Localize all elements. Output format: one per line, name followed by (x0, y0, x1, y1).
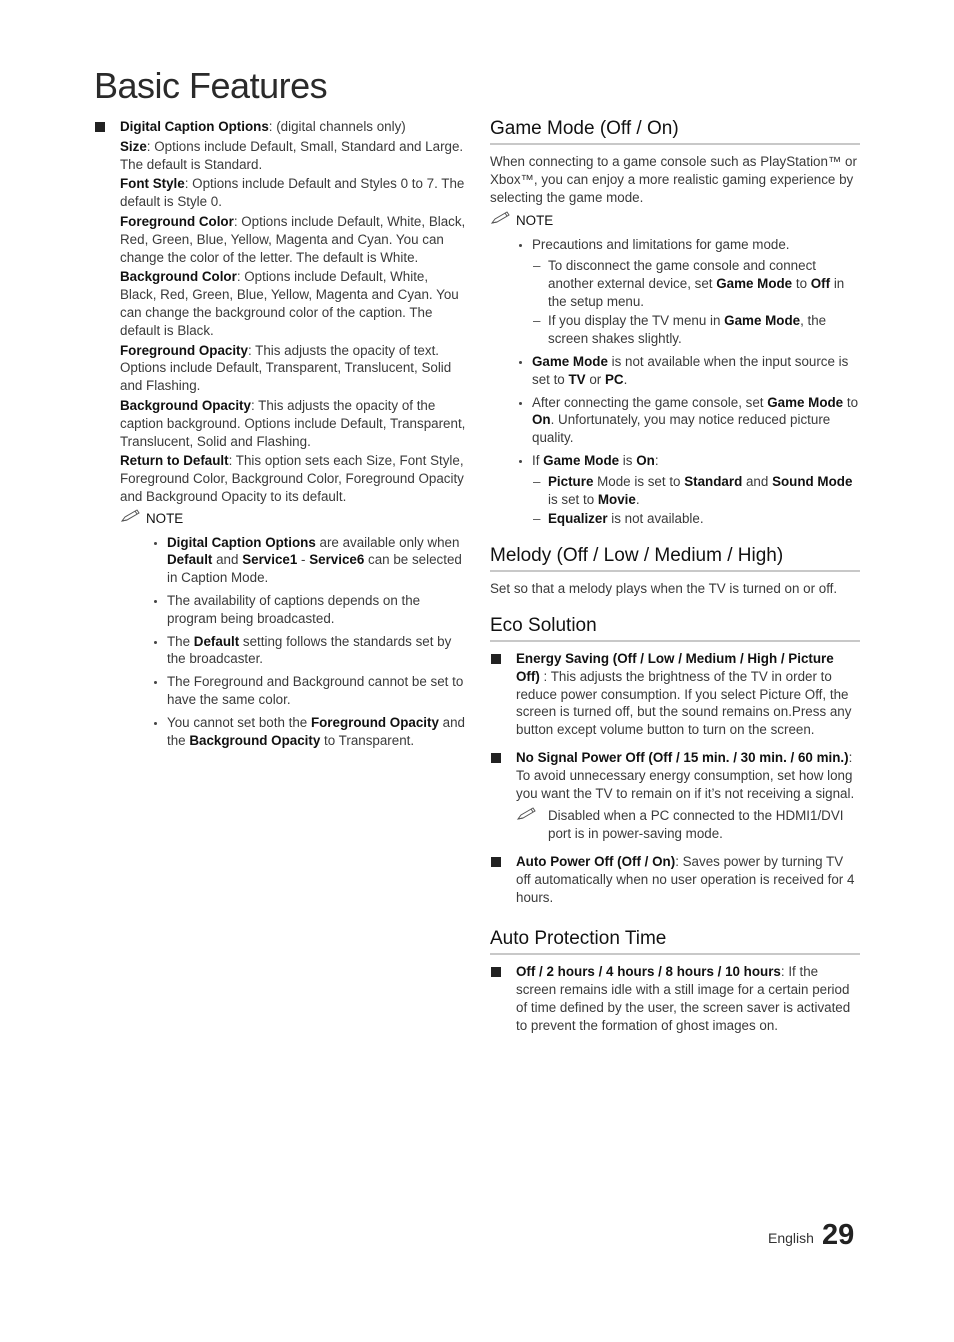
list-item: Game Mode is not available when the input source is set to TV or PC. (532, 353, 860, 389)
auto-protection-time-heading: Auto Protection Time (490, 928, 860, 955)
footer-language: English (768, 1230, 814, 1246)
font-style-option: Font Style: Options include Default and Styles 0 to 7. The default is Style 0. (120, 176, 465, 210)
energy-saving-item: Energy Saving (Off / Low / Medium / High / Picture Off) : This adjusts the brightness of the TV in order to reduce power consumption. If you select Picture Off, the screen is turned off, but the sound remains on.Press any button except volume button to turn on the screen. (490, 650, 860, 739)
pencil-icon (120, 508, 142, 526)
right-column (490, 118, 860, 1051)
caption-notes-list (120, 534, 466, 750)
size-option: Size: Options include Default, Small, Standard and Large. The default is Standard. (120, 138, 464, 172)
melody-heading: Melody (Off / Low / Medium / High) (490, 545, 860, 572)
page-number: 29 (822, 1219, 855, 1251)
auto-power-off-item: Auto Power Off (Off / On): Saves power by turning TV off automatically when no user operation is received for 4 hours. (490, 853, 860, 906)
list-item: The Default setting follows the standards set by the broadcaster. (167, 633, 466, 669)
left-column (94, 118, 466, 757)
list-item: You cannot set both the Foreground Opacity and the Background Opacity to Transparent. (167, 714, 465, 748)
list-item: – Picture Mode is set to Standard and Sound Mode is set to Movie. (548, 473, 860, 509)
list-item: The Foreground and Background cannot be set to have the same color. (167, 673, 466, 709)
game-mode-heading: Game Mode (Off / On) (490, 118, 860, 145)
background-opacity-option: Background Opacity: This adjusts the opacity of the caption background. Options include Default, Transparent, Translucent, Solid and Flashing. (120, 397, 466, 449)
game-mode-section (490, 118, 860, 528)
pencil-icon (490, 210, 512, 228)
no-signal-power-off-item: No Signal Power Off (Off / 15 min. / 30 min. / 60 min.): To avoid unnecessary energy consumption, set how long you want the TV to remain on if it’s not receiving a signal. Disabled when a PC connected to the HDMI1/DVI port is in power-saving mode. (490, 749, 860, 843)
dash-list (532, 257, 860, 348)
page-title: Basic Features (94, 65, 328, 106)
auto-protection-time-item: Off / 2 hours / 4 hours / 8 hours / 10 hours: If the screen remains idle with a still image for a certain period of time defined by the user, the screen saver is activated to prevent the formation of ghost images on. (490, 963, 860, 1034)
list-item: Digital Caption Options are available only when Default and Service1 - Service6 can be selected in Caption Mode. (167, 534, 466, 587)
eco-solution-section (490, 615, 860, 906)
auto-protection-time-section (490, 928, 860, 1034)
game-mode-notes-list (490, 236, 860, 528)
foreground-color-option: Foreground Color: Options include Default, White, Black, Red, Green, Blue, Yellow, Magenta and Cyan. You can change the color of the letter. The default is White. (120, 213, 466, 265)
hdmi-note: Disabled when a PC connected to the HDMI1/DVI port is in power-saving mode. (516, 807, 860, 843)
eco-solution-heading: Eco Solution (490, 615, 860, 642)
list-item: The availability of captions depends on the program being broadcasted. (167, 592, 466, 628)
pencil-icon (516, 806, 538, 824)
list-item: – Equalizer is not available. (548, 510, 860, 528)
foreground-opacity-option: Foreground Opacity: This adjusts the opacity of text. Options include Default, Transparent, Translucent, Solid and Flashing. (120, 342, 452, 394)
digital-caption-options-item: Digital Caption Options: (digital channels only) Size: Options include Default, Small, Standard and Large. The default is Standard. Font Style: Options include Default and Styles 0 to 7. The default is Style 0. Foreground Color: Options include Default, White, Black, Red, Green, Blue, Yellow, Magenta and Cyan. You can change the color of the letter. The default is White. Background Color: Options include Default, White, Black, Red, Green, Blue, Yellow, Magenta and Cyan. You can change the background color of the caption. The default is Black. Foreground Opacity: This adjusts the opacity of text. Options include Default, Transparent, Translucent, Solid and Flashing. Background Opacity: This adjusts the opacity of the caption background. Options include Default, Transparent, Translucent, Solid and Flashing. Return to Default: This option sets each Size, Font Style, Foreground Color, Background Color, Foreground Opacity and Background Opacity to its default. NOTE Digital Caption Options are available only when Default and Service1 - Service6 can be selected in Caption Mode. The availability of captions depends on the program being broadcasted. The Default setting follows the standards set by the broadcaster. The Foreground and Background cannot be set to have the same color. You cannot set both the Foreground Opacity and the Background Opacity to Transparent. (94, 118, 466, 749)
note-heading: NOTE (490, 212, 860, 230)
melody-section (490, 545, 860, 598)
list-item: If Game Mode is On: – Picture Mode is set to Standard and Sound Mode is set to Movie. – Equalizer is not available. (532, 452, 860, 528)
game-mode-intro: When connecting to a game console such as PlayStation™ or Xbox™, you can enjoy a more realistic gaming experience by selecting the game mode. (490, 154, 857, 205)
melody-text: Set so that a melody plays when the TV is turned on or off. (490, 581, 838, 597)
dash-list (532, 473, 860, 528)
list-item: After connecting the game console, set Game Mode to On. Unfortunately, you may notice reduced picture quality. (532, 394, 859, 446)
list-item: – To disconnect the game console and connect another external device, set Game Mode to Off in the setup menu. (548, 257, 860, 310)
return-to-default-option: Return to Default: This option sets each Size, Font Style, Foreground Color, Background Color, Foreground Opacity and Background Opacity to its default. (120, 453, 464, 504)
background-color-option: Background Color: Options include Default, White, Black, Red, Green, Blue, Yellow, Magenta and Cyan. You can change the background color of the caption. The default is Black. (120, 269, 459, 338)
note-heading: NOTE (120, 510, 466, 528)
list-item: Precautions and limitations for game mode. – To disconnect the game console and connect another external device, set Game Mode to Off in the setup menu. – If you display the TV menu in Game Mode, the screen shakes slightly. (532, 236, 860, 348)
list-item: – If you display the TV menu in Game Mode, the screen shakes slightly. (548, 312, 860, 348)
